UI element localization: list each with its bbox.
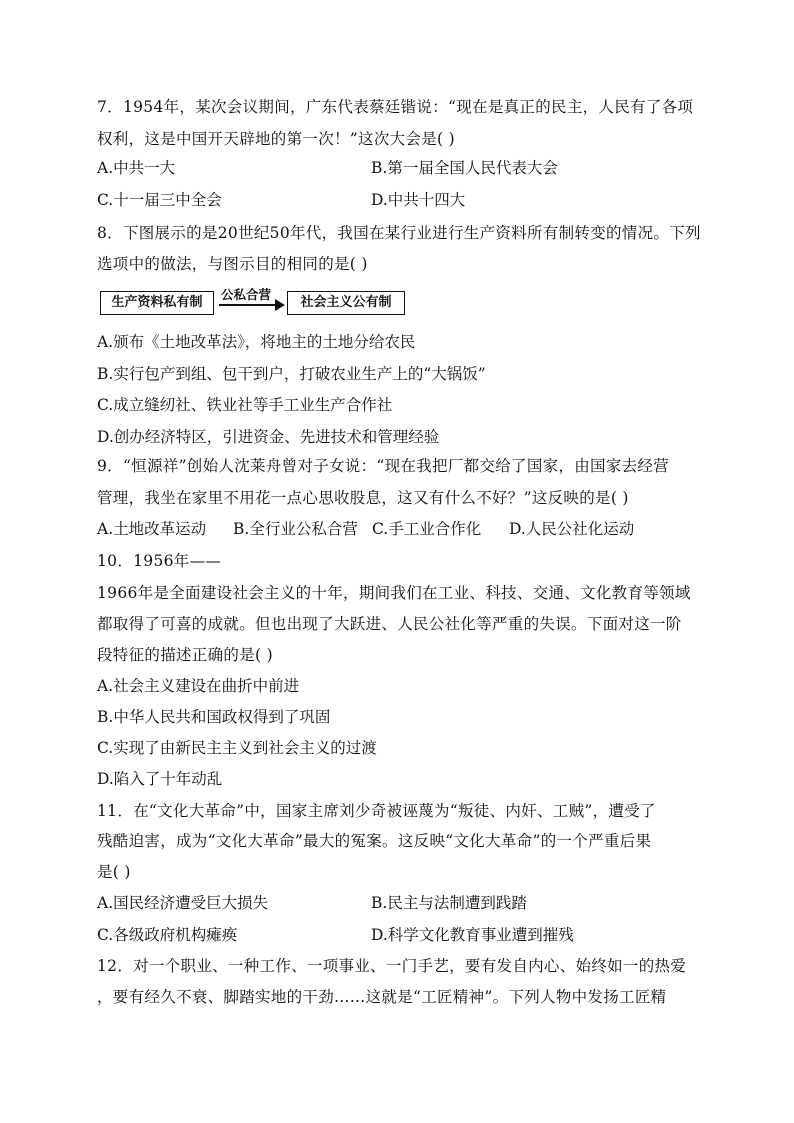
q8-stem-line1: 8．下图展示的是20世纪50年代，我国在某行业进行生产资料所有制转变的情况。下列 xyxy=(97,224,701,242)
q12-stem-line1: 12．对一个职业、一种工作、一项事业、一门手艺，要有发自内心、始终如一的热爱 xyxy=(97,957,687,975)
q8-option-b[interactable]: B.实行包产到组、包干到户，打破农业生产上的“大锅饭” xyxy=(97,365,486,383)
q9-option-c[interactable]: C.手工业合作化 xyxy=(372,520,482,538)
q10-option-a[interactable]: A.社会主义建设在曲折中前进 xyxy=(97,677,300,695)
public-ownership-box: 社会主义公有制 xyxy=(287,291,405,315)
q11-option-a[interactable]: A.国民经济遭受巨大损失 xyxy=(97,894,269,912)
private-ownership-box: 生产资料私有制 xyxy=(100,291,214,315)
arrow-right-icon xyxy=(275,299,285,311)
q11-option-d[interactable]: D.科学文化教育事业遭到摧残 xyxy=(371,926,574,944)
q10-option-c[interactable]: C.实现了由新民主主义到社会主义的过渡 xyxy=(97,739,377,757)
q11-stem-line1: 11．在“文化大革命”中，国家主席刘少奇被诬蔑为“叛徒、内奸、工贼”，遭受了 xyxy=(97,802,656,820)
q8-option-c[interactable]: C.成立缝纫社、铁业社等手工业生产合作社 xyxy=(97,396,393,414)
q10-stem-line4: 段特征的描述正确的是( ) xyxy=(97,646,273,664)
q11-option-b[interactable]: B.民主与法制遭到践踏 xyxy=(371,894,527,912)
q9-stem-line1: 9．“恒源祥”创始人沈莱舟曾对子女说：“现在我把厂都交给了国家，由国家去经营 xyxy=(97,457,670,475)
q9-option-b[interactable]: B.全行业公私合营 xyxy=(233,520,358,538)
arrow-shaft xyxy=(219,304,277,306)
q10-option-b[interactable]: B.中华人民共和国政权得到了巩固 xyxy=(97,708,331,726)
arrow-label: 公私合营 xyxy=(221,287,272,302)
q7-option-a[interactable]: A.中共一大 xyxy=(97,159,176,177)
q11-stem-line3: 是( ) xyxy=(97,863,131,881)
q8-option-d[interactable]: D.创办经济特区，引进资金、先进技术和管理经验 xyxy=(97,428,440,446)
q7-stem-line2: 权利，这是中国开天辟地的第一次！”这次大会是( ) xyxy=(97,130,455,148)
q9-stem-line2: 管理，我坐在家里不用花一点心思收股息，这又有什么不好？”这反映的是( ) xyxy=(97,489,629,507)
ownership-transition-diagram xyxy=(97,287,417,317)
q8-option-a[interactable]: A.颁布《土地改革法》，将地主的土地分给农民 xyxy=(97,333,416,351)
q7-option-c[interactable]: C.十一届三中全会 xyxy=(97,191,222,209)
q7-option-d[interactable]: D.中共十四大 xyxy=(371,191,466,209)
q7-option-b[interactable]: B.第一届全国人民代表大会 xyxy=(371,159,558,177)
q10-stem-line2: 1966年是全面建设社会主义的十年，期间我们在工业、科技、交通、文化教育等领域 xyxy=(97,584,691,602)
q11-option-c[interactable]: C.各级政府机构瘫痪 xyxy=(97,926,238,944)
q10-stem-line1: 10．1956年—— xyxy=(97,552,222,570)
q7-stem-line1: 7．1954年，某次会议期间，广东代表蔡廷锴说：“现在是真正的民主，人民有了各项 xyxy=(97,98,694,116)
q11-stem-line2: 残酷迫害，成为“文化大革命”最大的冤案。这反映“文化大革命”的一个严重后果 xyxy=(97,832,652,850)
q9-option-d[interactable]: D.人民公社化运动 xyxy=(509,520,635,538)
q12-stem-line2: ，要有经久不衰、脚踏实地的干劲……这就是“工匠精神”。下列人物中发扬工匠精 xyxy=(97,988,667,1006)
q9-option-a[interactable]: A.土地改革运动 xyxy=(97,520,207,538)
q10-option-d[interactable]: D.陷入了十年动乱 xyxy=(97,770,223,788)
q10-stem-line3: 都取得了可喜的成就。但也出现了大跃进、人民公社化等严重的失误。下面对这一阶 xyxy=(97,615,682,633)
q8-stem-line2: 选项中的做法，与图示目的相同的是( ) xyxy=(97,255,368,273)
